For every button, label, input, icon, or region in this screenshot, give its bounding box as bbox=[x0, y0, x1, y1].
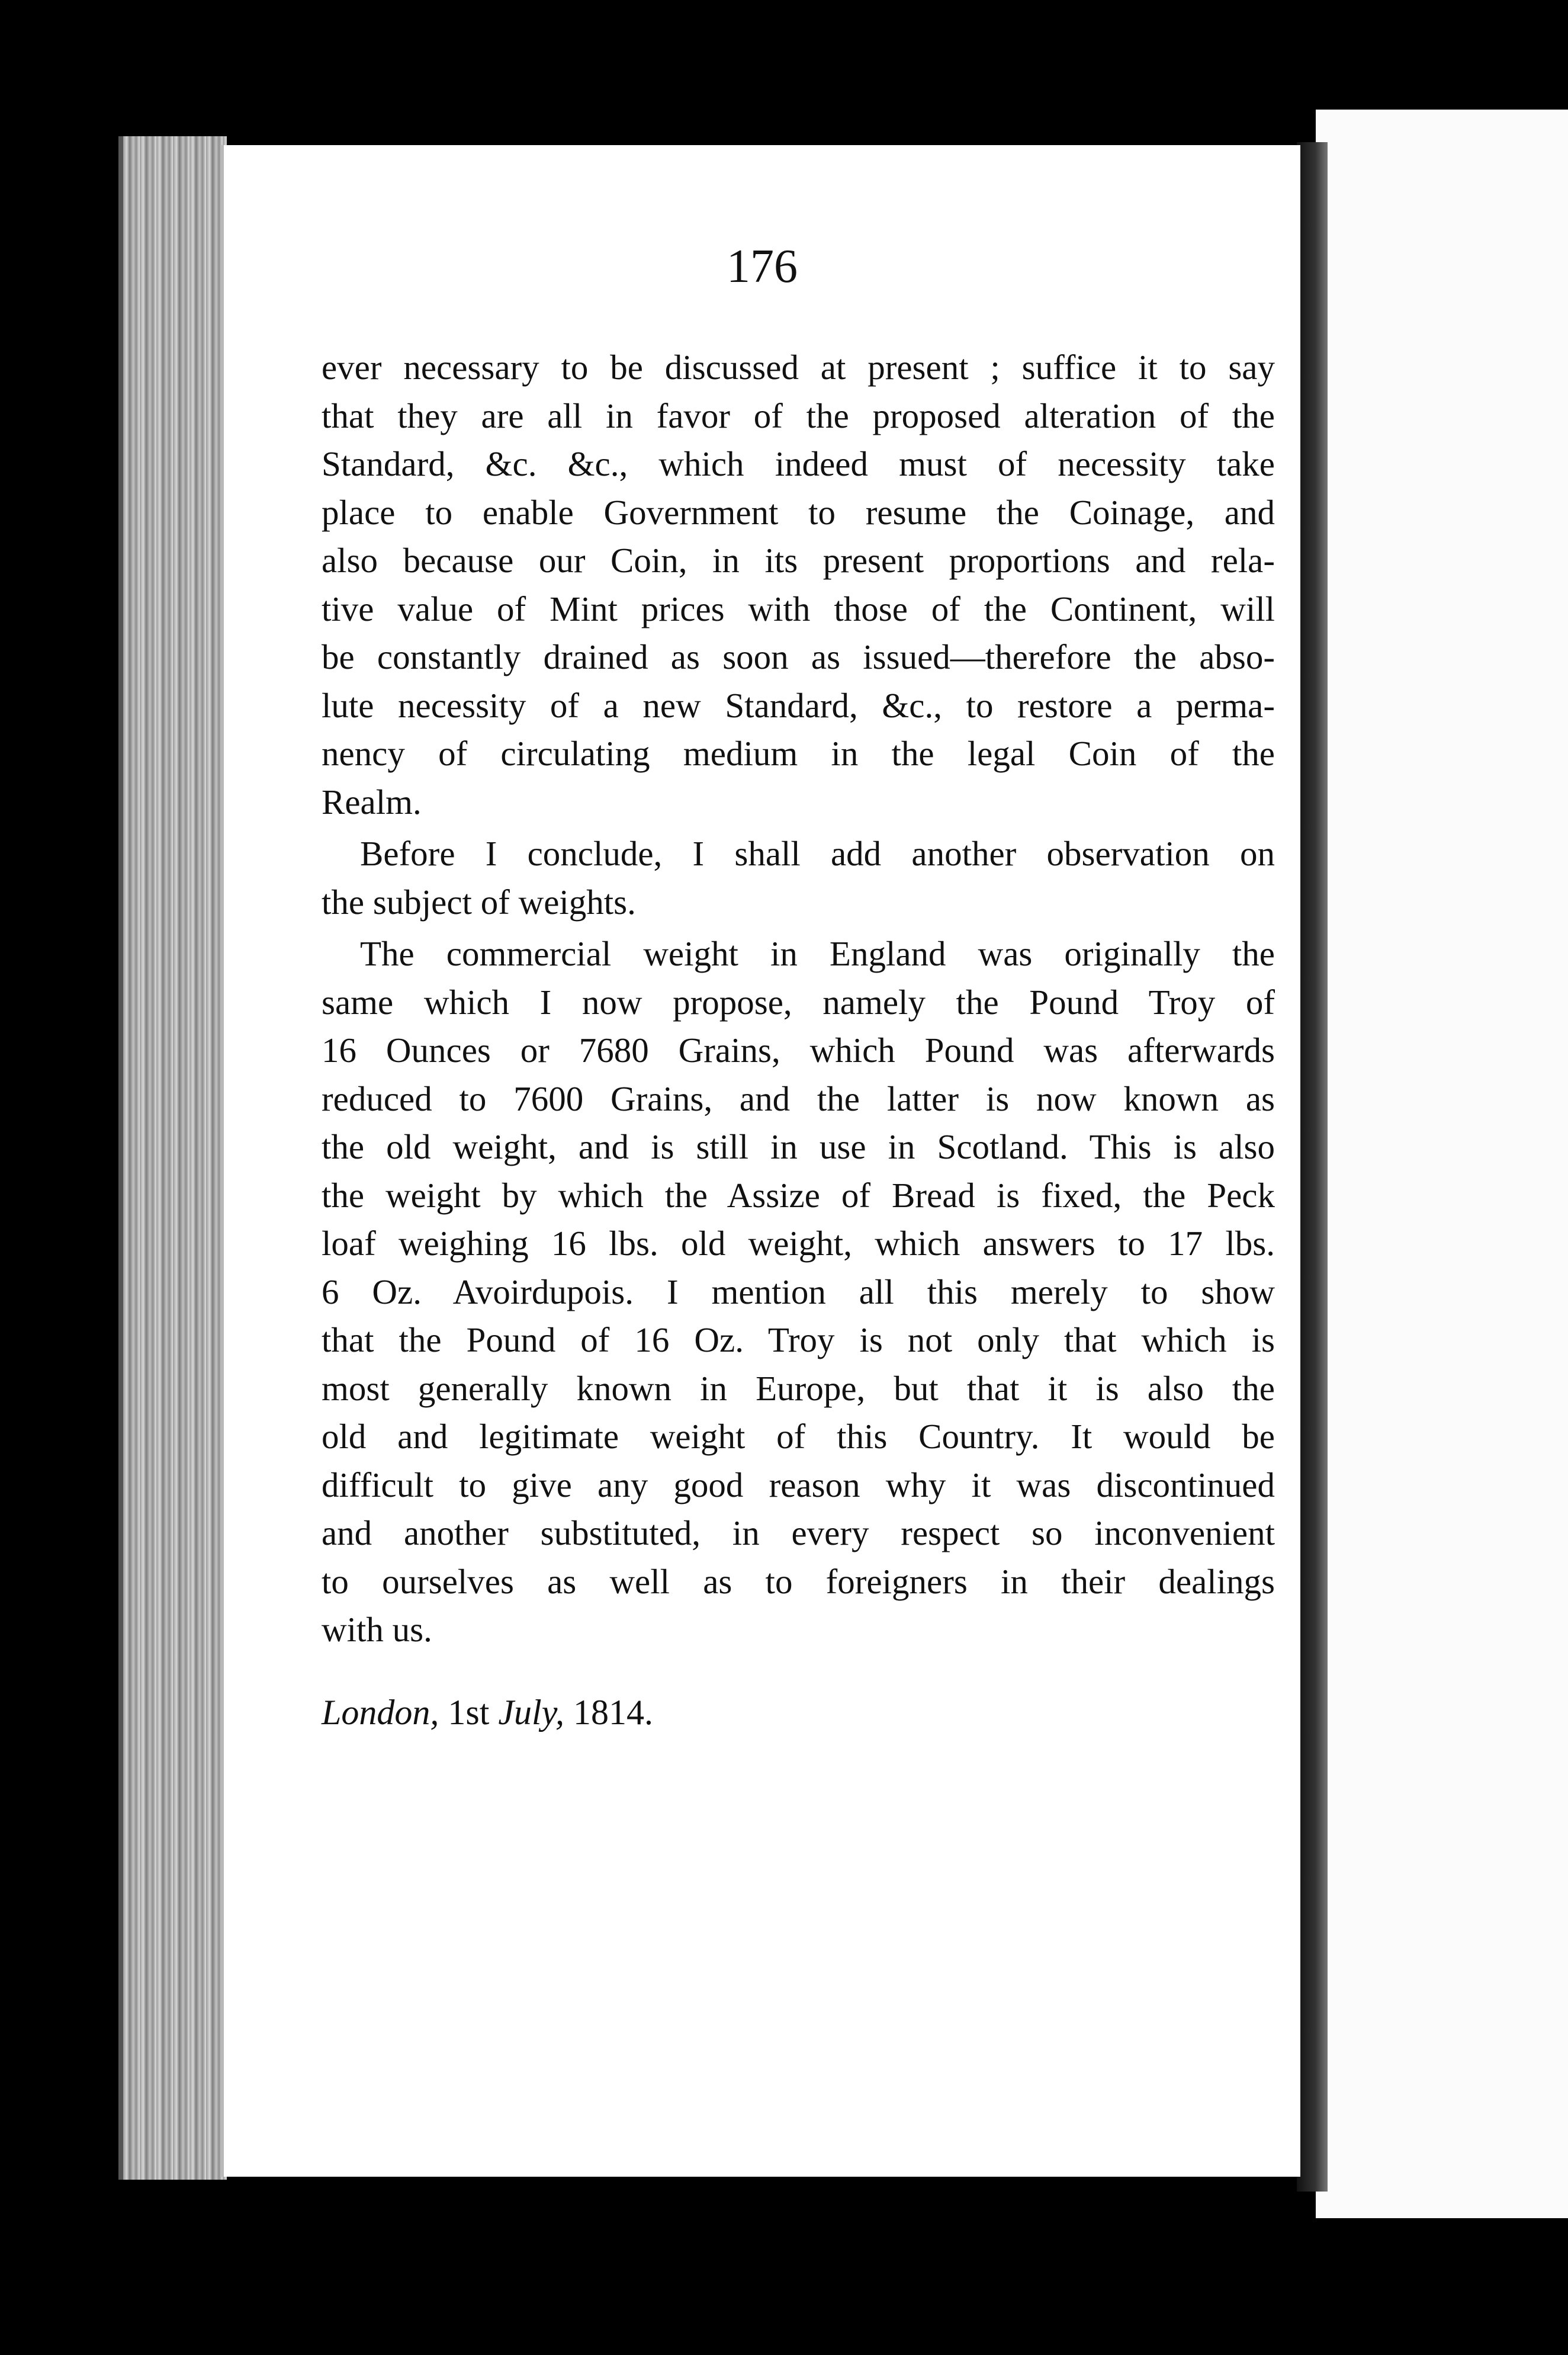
signature-day: 1st bbox=[448, 1692, 490, 1732]
text-line: Standard, &c. &c., which indeed must of necessity take bbox=[322, 444, 1275, 483]
signature-place: London, bbox=[322, 1692, 439, 1732]
book-page bbox=[220, 145, 1300, 2177]
text-line: tive value of Mint prices with those of the Continent, will bbox=[322, 589, 1275, 628]
text-line: ever necessary to be discussed at present ; suffice it to say bbox=[322, 348, 1275, 387]
text-line: loaf weighing 16 lbs. old weight, which answers to 17 lbs. bbox=[322, 1224, 1275, 1263]
text-line: and another substituted, in every respect so inconvenient bbox=[322, 1513, 1275, 1552]
text-line: The commercial weight in England was originally the bbox=[360, 934, 1275, 973]
text-line: Realm. bbox=[322, 782, 422, 822]
text-line: that they are all in favor of the proposed alteration of the bbox=[322, 396, 1275, 435]
signature-dateline bbox=[322, 1689, 1275, 1737]
page-number: 176 bbox=[727, 240, 798, 293]
text-line: with us. bbox=[322, 1610, 432, 1649]
text-line: old and legitimate weight of this Country. It would be bbox=[322, 1417, 1275, 1456]
signature-month: July, bbox=[498, 1692, 565, 1732]
text-line: nency of circulating medium in the legal Coin of the bbox=[322, 734, 1275, 773]
text-line: that the Pound of 16 Oz. Troy is not only that which is bbox=[322, 1320, 1275, 1359]
text-line: same which I now propose, namely the Pound Troy of bbox=[322, 982, 1275, 1022]
text-line: the weight by which the Assize of Bread is fixed, the Peck bbox=[322, 1175, 1275, 1215]
text-line: place to enable Government to resume the Coinage, and bbox=[322, 492, 1275, 532]
signature-year: 1814. bbox=[573, 1692, 654, 1732]
text-line: the subject of weights. bbox=[322, 882, 636, 922]
text-line: also because our Coin, in its present proportions and rela- bbox=[322, 541, 1275, 580]
page-gutter-shadow bbox=[1297, 142, 1328, 2192]
adjacent-page bbox=[1316, 110, 1568, 2218]
text-line: lute necessity of a new Standard, &c., to restore a perma- bbox=[322, 685, 1275, 725]
text-line: 6 Oz. Avoirdupois. I mention all this merely to show bbox=[322, 1272, 1275, 1311]
text-line: 16 Ounces or 7680 Grains, which Pound was afterwards bbox=[322, 1031, 1275, 1070]
book-page-edges bbox=[118, 136, 227, 2180]
text-line: to ourselves as well as to foreigners in their dealings bbox=[322, 1561, 1275, 1601]
text-line: be constantly drained as soon as issued—therefore the abso- bbox=[322, 637, 1275, 676]
text-line: most generally known in Europe, but that it is also the bbox=[322, 1368, 1275, 1408]
text-line: Before I conclude, I shall add another observation on bbox=[360, 834, 1275, 873]
text-line: the old weight, and is still in use in Scotland. This is also bbox=[322, 1127, 1275, 1166]
paragraph-2 bbox=[322, 830, 1275, 926]
text-line: difficult to give any good reason why it was discontinued bbox=[322, 1465, 1275, 1504]
text-line: reduced to 7600 Grains, and the latter is now known as bbox=[322, 1079, 1275, 1118]
paragraph-1 bbox=[322, 344, 1275, 826]
page-text bbox=[322, 344, 1275, 1737]
paragraph-3 bbox=[322, 930, 1275, 1654]
